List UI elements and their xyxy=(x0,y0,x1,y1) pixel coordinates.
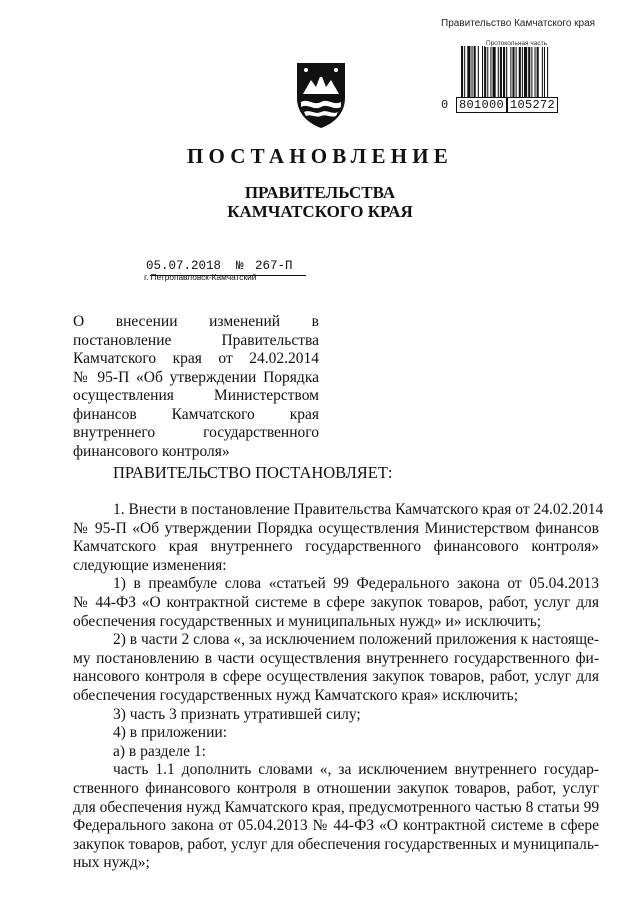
kamchatka-coat-of-arms-icon xyxy=(294,60,348,130)
registration-stamp xyxy=(441,18,596,112)
subject-line: финансов Камчатского края xyxy=(73,405,319,423)
stamp-number-main: 801000 xyxy=(456,97,507,113)
stamp-part-label: Протокольная часть xyxy=(486,40,547,47)
stamp-number-prefix: 0 xyxy=(441,98,449,112)
barcode-icon xyxy=(461,46,586,98)
subject-block xyxy=(73,313,319,461)
body-line: часть 1.1 дополнить словами «, за исключением внутреннего государ- xyxy=(113,761,599,779)
body-line: закупок товаров, работ, услуг для обеспечения государственных и муниципаль- xyxy=(73,835,600,853)
subject-line: № 95-П «Об утверждении Порядка xyxy=(73,368,319,386)
body-line: 1. Внести в постановление Правительства Камчатского края от 24.02.2014 xyxy=(113,501,604,518)
subject-line: внутреннего государственного xyxy=(73,424,319,441)
body-line: 2) в части 2 слова «, за исключением положений приложения к настояще- xyxy=(113,631,600,649)
body-line: обеспечения государственных нужд Камчатского края» исключить; xyxy=(73,686,519,704)
subject-line: О внесении изменений в xyxy=(73,313,319,330)
body-line: № 44-ФЗ «О контрактной системе в сфере закупок товаров, работ, услуг для xyxy=(73,593,599,611)
body-line: 3) часть 3 признать утратившей силу; xyxy=(113,705,361,723)
decree-date: 05.07.2018 xyxy=(146,259,222,273)
body-line: нансового контроля в сфере осуществления закупок товаров, работ, услуг для xyxy=(73,668,599,686)
subject-line: постановление Правительства xyxy=(73,331,319,349)
number-sign: № xyxy=(236,259,244,273)
decree-number: 267-П xyxy=(255,259,293,273)
subject-line: осуществления Министерством xyxy=(73,387,319,404)
body-line: Федерального закона от 05.04.2013 № 44-ФЗ «О контрактной системе в сфере xyxy=(73,817,599,835)
body-line: му постановлению в части осуществления внутреннего государственного фи- xyxy=(73,649,599,667)
body-line: Камчатского края внутреннего государственного финансового контроля» xyxy=(73,538,599,556)
body-line: 4) в приложении: xyxy=(113,724,227,742)
stamp-number xyxy=(441,98,558,112)
body-line: а) в разделе 1: xyxy=(113,742,206,760)
stamp-number-tail: 105272 xyxy=(507,97,558,113)
body-line: № 95-П «Об утверждении Порядка осуществления Министерством финансов xyxy=(73,519,599,537)
stamp-organization: Правительство Камчатского края xyxy=(441,18,596,29)
place-of-issue: г. Петропавловск-Камчатский xyxy=(144,272,257,282)
body-line: ственного финансового контроля в отношении закупок товаров, работ, услуг xyxy=(73,779,599,797)
body-line: обеспечения государственных и муниципальных нужд» и» исключить; xyxy=(73,612,542,630)
issuer-line-1: ПРАВИТЕЛЬСТВА xyxy=(244,183,396,202)
body-line: ных нужд»; xyxy=(73,854,150,872)
resolution-heading: ПРАВИТЕЛЬСТВО ПОСТАНОВЛЯЕТ: xyxy=(113,463,393,482)
subject-line: Камчатского края от 24.02.2014 xyxy=(73,350,319,367)
body-line: 1) в преамбуле слова «статьей 99 Федерального закона от 05.04.2013 xyxy=(113,575,599,593)
decree-body xyxy=(73,501,604,873)
document-title: ПОСТАНОВЛЕНИЕ xyxy=(186,144,454,168)
subject-line: финансового контроля» xyxy=(73,442,230,460)
body-line: следующие изменения: xyxy=(73,556,227,574)
issuer-line-2: КАМЧАТСКОГО КРАЯ xyxy=(227,202,413,221)
body-line: для обеспечения нужд Камчатского края, предусмотренного частью 8 статьи 99 xyxy=(73,798,600,816)
